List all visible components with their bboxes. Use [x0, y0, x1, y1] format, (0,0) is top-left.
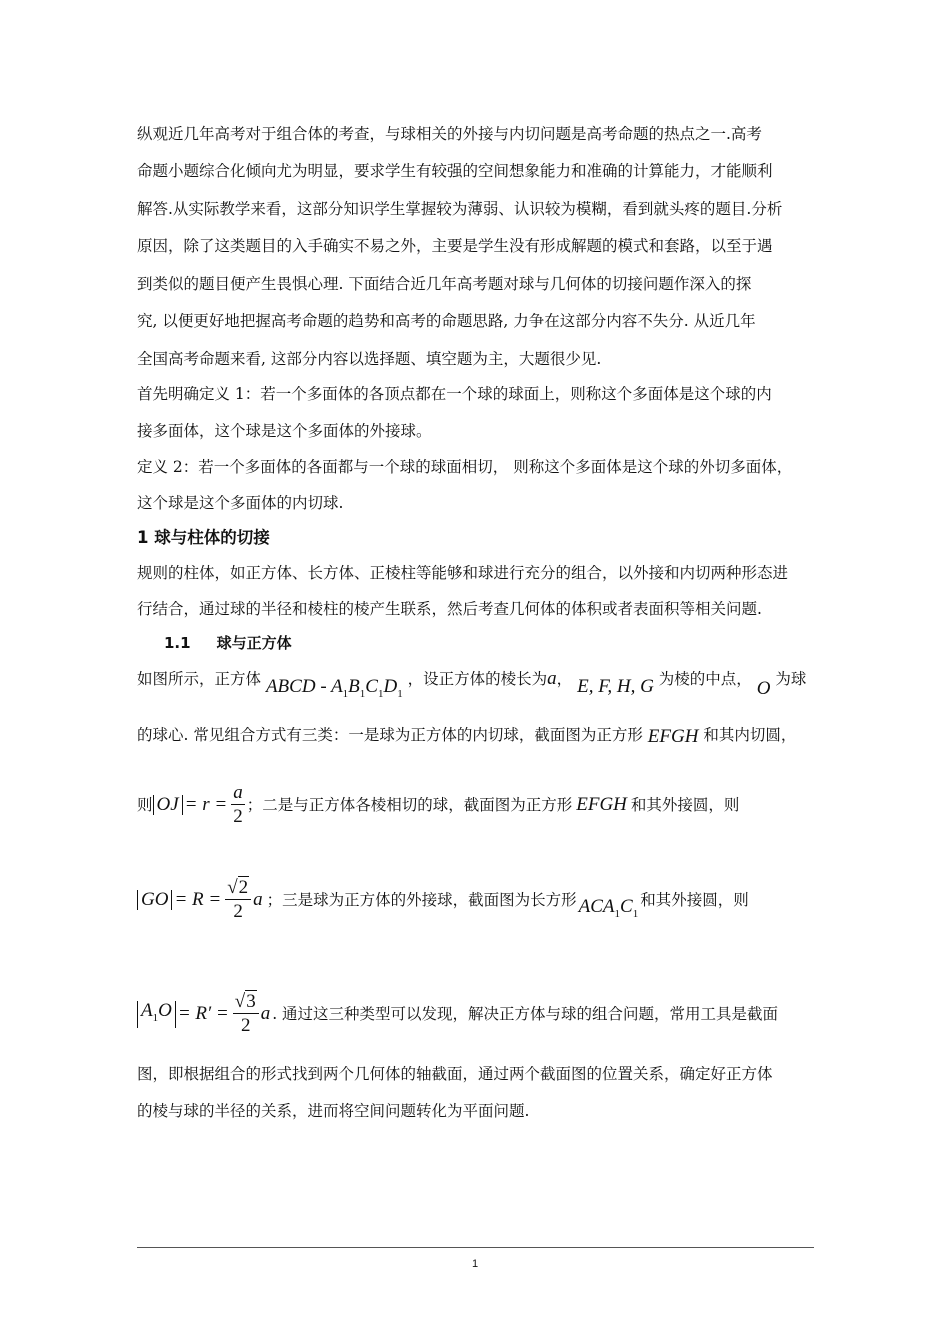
- center-symbol: O: [756, 678, 771, 699]
- text-run: 则: [137, 796, 153, 814]
- text-run: 和其内切圆，: [703, 726, 797, 744]
- subsection-title: 球与正方体: [216, 634, 292, 652]
- formula-line-edge-tangent: [137, 872, 749, 928]
- rectangle-aca1c1: $ACA_1C_1$: [578, 895, 639, 920]
- abs-oj: OJ: [153, 795, 183, 815]
- text-run: ，设正方体的棱长为: [407, 670, 548, 688]
- equals-R-prime: = R′ =: [177, 1003, 229, 1024]
- definition-2-line-2: 这个球是这个多面体的内切球.: [137, 494, 344, 512]
- text-run: ；三是球为正方体的外接球，截面图为长方形: [266, 891, 577, 909]
- text-run: 如图所示，正方体: [137, 670, 262, 688]
- abs-go: GO: [137, 890, 172, 910]
- cube-notation: ABCD - $A_1B_1C_1D_1$: [265, 676, 403, 700]
- intro-line-3: 解答.从实际教学来看，这部分知识学生掌握较为薄弱、认识较为模糊，看到就头疼的题目.分析: [137, 200, 783, 218]
- definition-1-line-2: 接多面体，这个球是这个多面体的外接球。: [137, 422, 432, 440]
- cube-paragraph-line-1: [137, 668, 807, 700]
- text-run: 和其外接圆，则: [630, 796, 740, 814]
- footer-divider: [137, 1247, 814, 1248]
- edge-length-symbol: a: [547, 668, 557, 689]
- section-body-line-1: 规则的柱体，如正方体、长方体、正棱柱等能够和球进行充分的组合，以外接和内切两种形态进: [137, 564, 789, 582]
- text-run: 的球心. 常见组合方式有三类：一是球为正方体的内切球，截面图为正方形: [137, 726, 643, 744]
- subsection-heading: [164, 633, 292, 653]
- page-number: 1: [471, 1258, 479, 1270]
- edge-length-symbol: a: [260, 1003, 271, 1024]
- intro-line-7: 全国高考命题来看, 这部分内容以选择题、填空题为主，大题很少见.: [137, 350, 602, 368]
- fraction-sqrt3-over-2: $\frac{√3}{2}$: [233, 991, 259, 1038]
- text-run: ；二是与正方体各棱相切的球，截面图为正方形: [246, 796, 573, 814]
- formula-line-inscribed: [137, 780, 739, 830]
- equals-r: = r =: [184, 794, 228, 815]
- fraction-a-over-2: $\frac{a}{2}$: [233, 781, 243, 827]
- text-run: 为球: [775, 670, 807, 688]
- intro-line-5: 到类似的题目便产生畏惧心理. 下面结合近几年高考题对球与几何体的切接问题作深入的探: [137, 275, 752, 293]
- equals-R: = R =: [174, 889, 222, 910]
- intro-line-1: 纵观近几年高考对于组合体的考查，与球相关的外接与内切问题是高考命题的热点之一.高考: [137, 125, 762, 143]
- midpoint-labels: E, F, H, G: [577, 676, 654, 697]
- section-body-line-2: 行结合，通过球的半径和棱柱的棱产生联系，然后考查几何体的体积或者表面积等相关问题.: [137, 600, 762, 618]
- conclusion-line-2: 的棱与球的半径的关系，进而将空间问题转化为平面问题.: [137, 1102, 530, 1120]
- section-heading: 1 球与柱体的切接: [137, 528, 270, 547]
- edge-length-symbol: a: [253, 889, 263, 910]
- text-run: 为棱的中点，: [658, 670, 752, 688]
- intro-line-2: 命题小题综合化倾向尤为明显，要求学生有较强的空间想象能力和准确的计算能力，才能顺利: [137, 162, 773, 180]
- definition-2-line-1: 定义 2：若一个多面体的各面都与一个球的球面相切， 则称这个多面体是这个球的外切多面体，: [137, 458, 793, 476]
- text-run: ，: [556, 670, 573, 688]
- subsection-number: 1.1: [164, 634, 191, 652]
- square-efgh: EFGH: [647, 726, 699, 747]
- text-run: . 通过这三种类型可以发现，解决正方体与球的组合问题，常用工具是截面: [272, 1005, 779, 1023]
- cube-paragraph-line-2: [137, 725, 796, 745]
- square-efgh-2: EFGH: [576, 794, 627, 815]
- conclusion-line-1: 图，即根据组合的形式找到两个几何体的轴截面，通过两个截面图的位置关系，确定好正方体: [137, 1065, 773, 1083]
- fraction-sqrt2-over-2: $\frac{√2}{2}$: [225, 877, 251, 924]
- intro-line-6: 究, 以便更好地把握高考命题的趋势和高考的命题思路, 力争在这部分内容不失分. 从近几年: [137, 312, 756, 330]
- intro-line-4: 原因，除了这类题目的入手确实不易之外，主要是学生没有形成解题的模式和套路，以至于遇: [137, 237, 773, 255]
- text-run: 和其外接圆，则: [640, 891, 749, 909]
- abs-a1o: $A_1O$: [137, 1001, 176, 1028]
- formula-line-circumscribed: [137, 986, 778, 1042]
- definition-1-line-1: 首先明确定义 1：若一个多面体的各顶点都在一个球的球面上，则称这个多面体是这个球的内: [137, 385, 772, 403]
